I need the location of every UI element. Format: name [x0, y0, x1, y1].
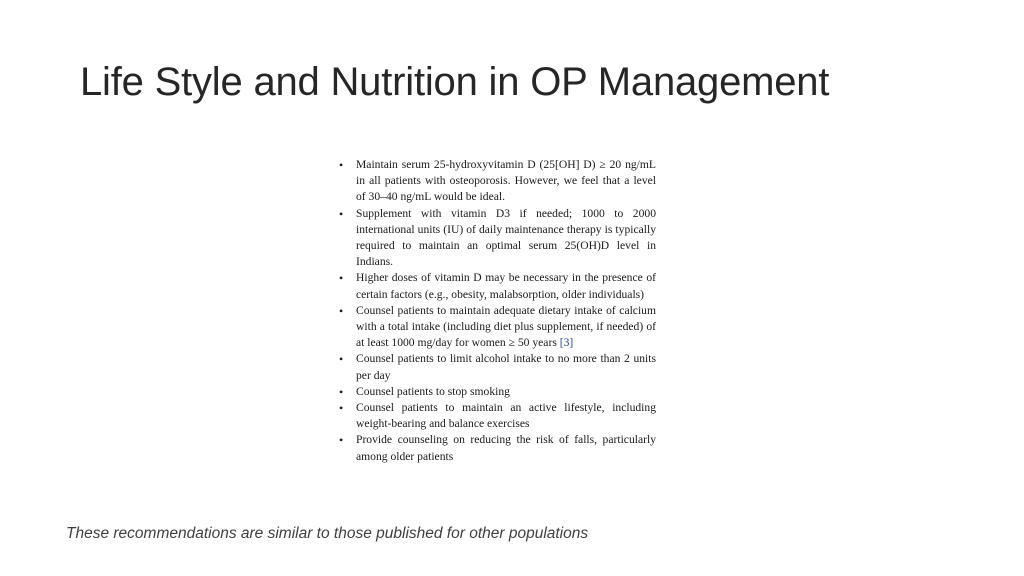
- list-item: [336, 400, 656, 432]
- list-item-text: Counsel patients to maintain adequate dietary intake of calcium with a total intake (including diet plus supplement, if needed) of at least 1000 mg/day for women ≥ 50 years: [356, 303, 656, 350]
- bullet-icon: •: [339, 352, 344, 367]
- list-item-text: Provide counseling on reducing the risk of falls, particularly among older patients: [356, 433, 656, 463]
- bullet-icon: •: [339, 206, 344, 221]
- footnote: These recommendations are similar to those published for other populations: [66, 525, 589, 542]
- list-item-text: Higher doses of vitamin D may be necessary in the presence of certain factors (e.g., obesity, malabsorption, older individuals): [356, 271, 656, 301]
- list-item: [336, 351, 656, 383]
- list-item-text: Counsel patients to maintain an active lifestyle, including weight-bearing and balance exercises: [356, 401, 656, 431]
- list-item-text: Counsel patients to stop smoking: [356, 384, 510, 398]
- list-item-text: Maintain serum 25-hydroxyvitamin D (25[OH] D) ≥ 20 ng/mL in all patients with osteoporosis. However, we feel that a level of 30–40 ng/mL would be ideal.: [356, 158, 656, 204]
- reference-link[interactable]: [3]: [559, 336, 574, 350]
- bullet-icon: •: [339, 158, 344, 172]
- bullet-icon: •: [339, 271, 344, 286]
- list-item-text: Supplement with vitamin D3 if needed; 1000 to 2000 international units (IU) of daily maintenance therapy is typically required to maintain an optimal serum 25(OH)D level in Indians.: [356, 206, 656, 269]
- list-item: [336, 206, 656, 271]
- bullet-icon: •: [339, 303, 344, 318]
- bullet-icon: •: [339, 384, 344, 399]
- recommendations-list: [336, 157, 656, 465]
- bullet-icon: •: [339, 401, 344, 416]
- slide-title: Life Style and Nutrition in OP Management: [80, 60, 830, 104]
- bullet-icon: •: [339, 433, 344, 448]
- list-item: [336, 303, 656, 352]
- list-item: [336, 157, 656, 206]
- list-item-text: Counsel patients to limit alcohol intake to no more than 2 units per day: [356, 352, 656, 382]
- list-item: [336, 432, 656, 464]
- list-item: [336, 270, 656, 302]
- list-item: [336, 384, 656, 400]
